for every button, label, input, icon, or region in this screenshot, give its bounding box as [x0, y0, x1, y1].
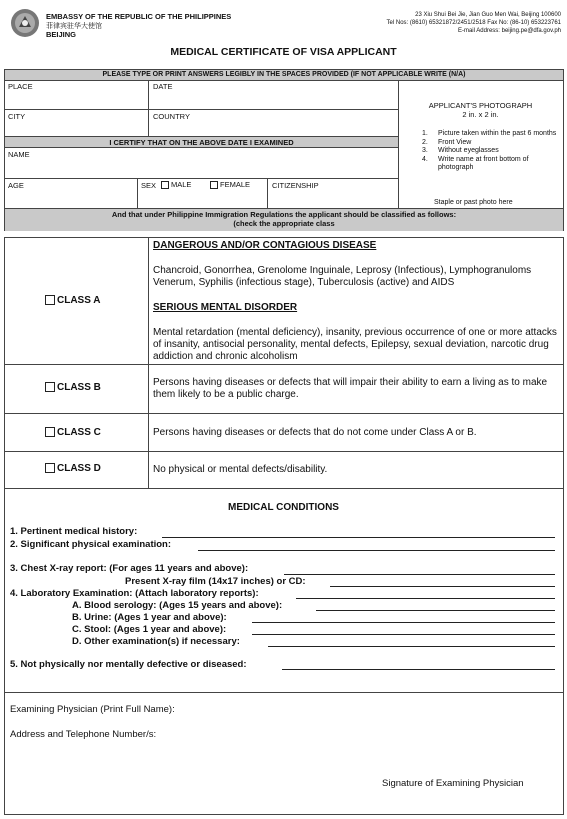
photo-instruction-item: 3. Without eyeglasses	[422, 147, 499, 154]
class-d-text: No physical or mental defects/disability.	[153, 464, 328, 475]
age-field[interactable]	[6, 190, 134, 206]
name-label: NAME	[8, 150, 30, 159]
male-label: MALE	[171, 180, 192, 189]
physician-name-label: Examining Physician (Print Full Name):	[10, 704, 175, 715]
signature-field[interactable]	[380, 750, 550, 774]
sex-male-checkbox[interactable]	[161, 180, 191, 189]
class-a-heading-contagious: DANGEROUS AND/OR CONTAGIOUS DISEASE	[153, 240, 377, 251]
photo-size: 2 in. x 2 in.	[462, 110, 499, 119]
classify-text-line1: And that under Philippine Immigration Regulations the applicant should be classified as follows:	[111, 210, 457, 219]
medical-conditions-title: MEDICAL CONDITIONS	[228, 502, 339, 513]
class-b-text: Persons having diseases or defects that will impair their ability to earn a living as to make them likely to be a public charge.	[153, 377, 548, 400]
class-c-text: Persons having diseases or defects that do not come under Class A or B.	[153, 427, 477, 438]
class-b-checkbox[interactable]	[45, 382, 55, 392]
physical-exam-field[interactable]	[198, 550, 555, 551]
class-c-label: CLASS C	[57, 427, 101, 438]
date-label: DATE	[153, 82, 173, 91]
q4c-label: C. Stool: (Ages 1 year and above):	[72, 624, 227, 635]
q4d-label: D. Other examination(s) if necessary:	[72, 636, 240, 647]
country-label: COUNTRY	[153, 112, 190, 121]
chest-xray-field[interactable]	[284, 574, 555, 575]
city-label: CITY	[8, 112, 26, 121]
q5-label: 5. Not physically nor mentally defective or diseased:	[10, 659, 247, 670]
date-field[interactable]	[150, 91, 395, 108]
q4b-label: B. Urine: (Ages 1 year and above):	[72, 612, 227, 623]
embassy-email: E-mail Address: beijing.pe@dfa.gov.ph	[457, 28, 561, 34]
place-label: PLACE	[8, 82, 33, 91]
class-b-label: CLASS B	[57, 382, 101, 393]
class-a-option[interactable]	[45, 295, 101, 306]
embassy-phone: Tel Nos: (8610) 65321872/2451/2518 Fax No: (86-10) 653223761	[386, 20, 561, 26]
q3-label: 3. Chest X-ray report: (For ages 11 years and above):	[10, 563, 249, 574]
embassy-city: BEIJING	[46, 30, 77, 39]
class-a-checkbox[interactable]	[45, 295, 55, 305]
class-a-heading-mental: SERIOUS MENTAL DISORDER	[153, 302, 298, 313]
class-b-option[interactable]	[45, 382, 101, 393]
address-phone-label: Address and Telephone Number/s:	[10, 729, 157, 740]
pertinent-history-field[interactable]	[162, 537, 555, 538]
class-c-checkbox[interactable]	[45, 427, 55, 437]
citizenship-label: CITIZENSHIP	[272, 181, 319, 190]
embassy-address: 23 Xiu Shui Bei Jie, Jian Guo Men Wai, Beijing 100600	[415, 12, 561, 18]
photo-upload-area[interactable]	[400, 81, 562, 207]
laboratory-exam-field[interactable]	[296, 598, 555, 599]
age-label: AGE	[8, 181, 24, 190]
q2-label: 2. Significant physical examination:	[10, 539, 172, 550]
class-d-checkbox[interactable]	[45, 463, 55, 473]
country-field[interactable]	[150, 121, 395, 136]
q4a-label: A. Blood serology: (Ages 15 years and above):	[72, 600, 283, 611]
embassy-chinese-name: 菲律宾驻华大使馆	[46, 23, 102, 30]
class-c-option[interactable]	[45, 427, 101, 438]
female-checkbox-box[interactable]	[210, 181, 218, 189]
class-a-mental-text: Mental retardation (mental deficiency), insanity, previous occurrence of one or more attacks of insanity, antisocial personality, mental defects, Epilepsy, sexual deviation, narcotic drug addiction and chronic alcoholism	[153, 327, 557, 362]
embassy-name: EMBASSY OF THE REPUBLIC OF THE PHILIPPINES	[46, 12, 232, 21]
female-label: FEMALE	[220, 180, 251, 189]
certify-text: I CERTIFY THAT ON THE ABOVE DATE I EXAMINED	[109, 138, 294, 147]
photo-instruction-item: 1. Picture taken within the past 6 months	[422, 130, 557, 137]
page-title: MEDICAL CERTIFICATE OF VISA APPLICANT	[170, 46, 397, 58]
sex-female-checkbox[interactable]	[210, 180, 250, 189]
urine-field[interactable]	[252, 622, 555, 623]
sex-label: SEX	[141, 181, 157, 190]
male-checkbox-box[interactable]	[161, 181, 169, 189]
not-defective-field[interactable]	[282, 669, 555, 670]
q1-label: 1. Pertinent medical history:	[10, 526, 138, 537]
address-phone-field[interactable]	[180, 725, 555, 741]
blood-serology-field[interactable]	[316, 610, 555, 611]
instructions-text: PLEASE TYPE OR PRINT ANSWERS LEGIBLY IN THE SPACES PROVIDED (IF NOT APPLICABLE WRITE (N/A)	[102, 71, 466, 78]
xray-film-field[interactable]	[330, 586, 555, 587]
photo-instruction-item: 4. Write name at front bottom of photograph	[422, 155, 529, 171]
other-exam-field[interactable]	[268, 646, 555, 647]
stool-field[interactable]	[252, 634, 555, 635]
city-field[interactable]	[6, 121, 146, 136]
class-a-label: CLASS A	[57, 295, 101, 306]
photo-staple-note: Staple or past photo here	[434, 199, 513, 206]
name-field[interactable]	[6, 160, 396, 177]
classify-text-line2: (check the appropriate class	[233, 219, 335, 228]
q3b-label: Present X-ray film (14x17 inches) or CD:	[125, 576, 306, 587]
citizenship-field[interactable]	[270, 190, 396, 206]
class-d-label: CLASS D	[57, 463, 101, 474]
class-d-option[interactable]	[45, 463, 101, 474]
photo-title: APPLICANT'S PHOTOGRAPH	[428, 101, 533, 110]
class-a-contagious-text: Chancroid, Gonorrhea, Grenolome Inguinale, Leprosy (Infectious), Lymphogranuloms Venerum, Syphilis (infectious stage), Tuberculosis (active) and AIDS	[153, 265, 532, 288]
embassy-seal-logo	[10, 8, 40, 38]
physician-name-field[interactable]	[200, 700, 555, 716]
signature-label: Signature of Examining Physician	[382, 778, 524, 789]
photo-instruction-item: 2. Front View	[422, 138, 472, 146]
place-field[interactable]	[6, 91, 146, 108]
q4-label: 4. Laboratory Examination: (Attach laboratory reports):	[10, 588, 259, 599]
